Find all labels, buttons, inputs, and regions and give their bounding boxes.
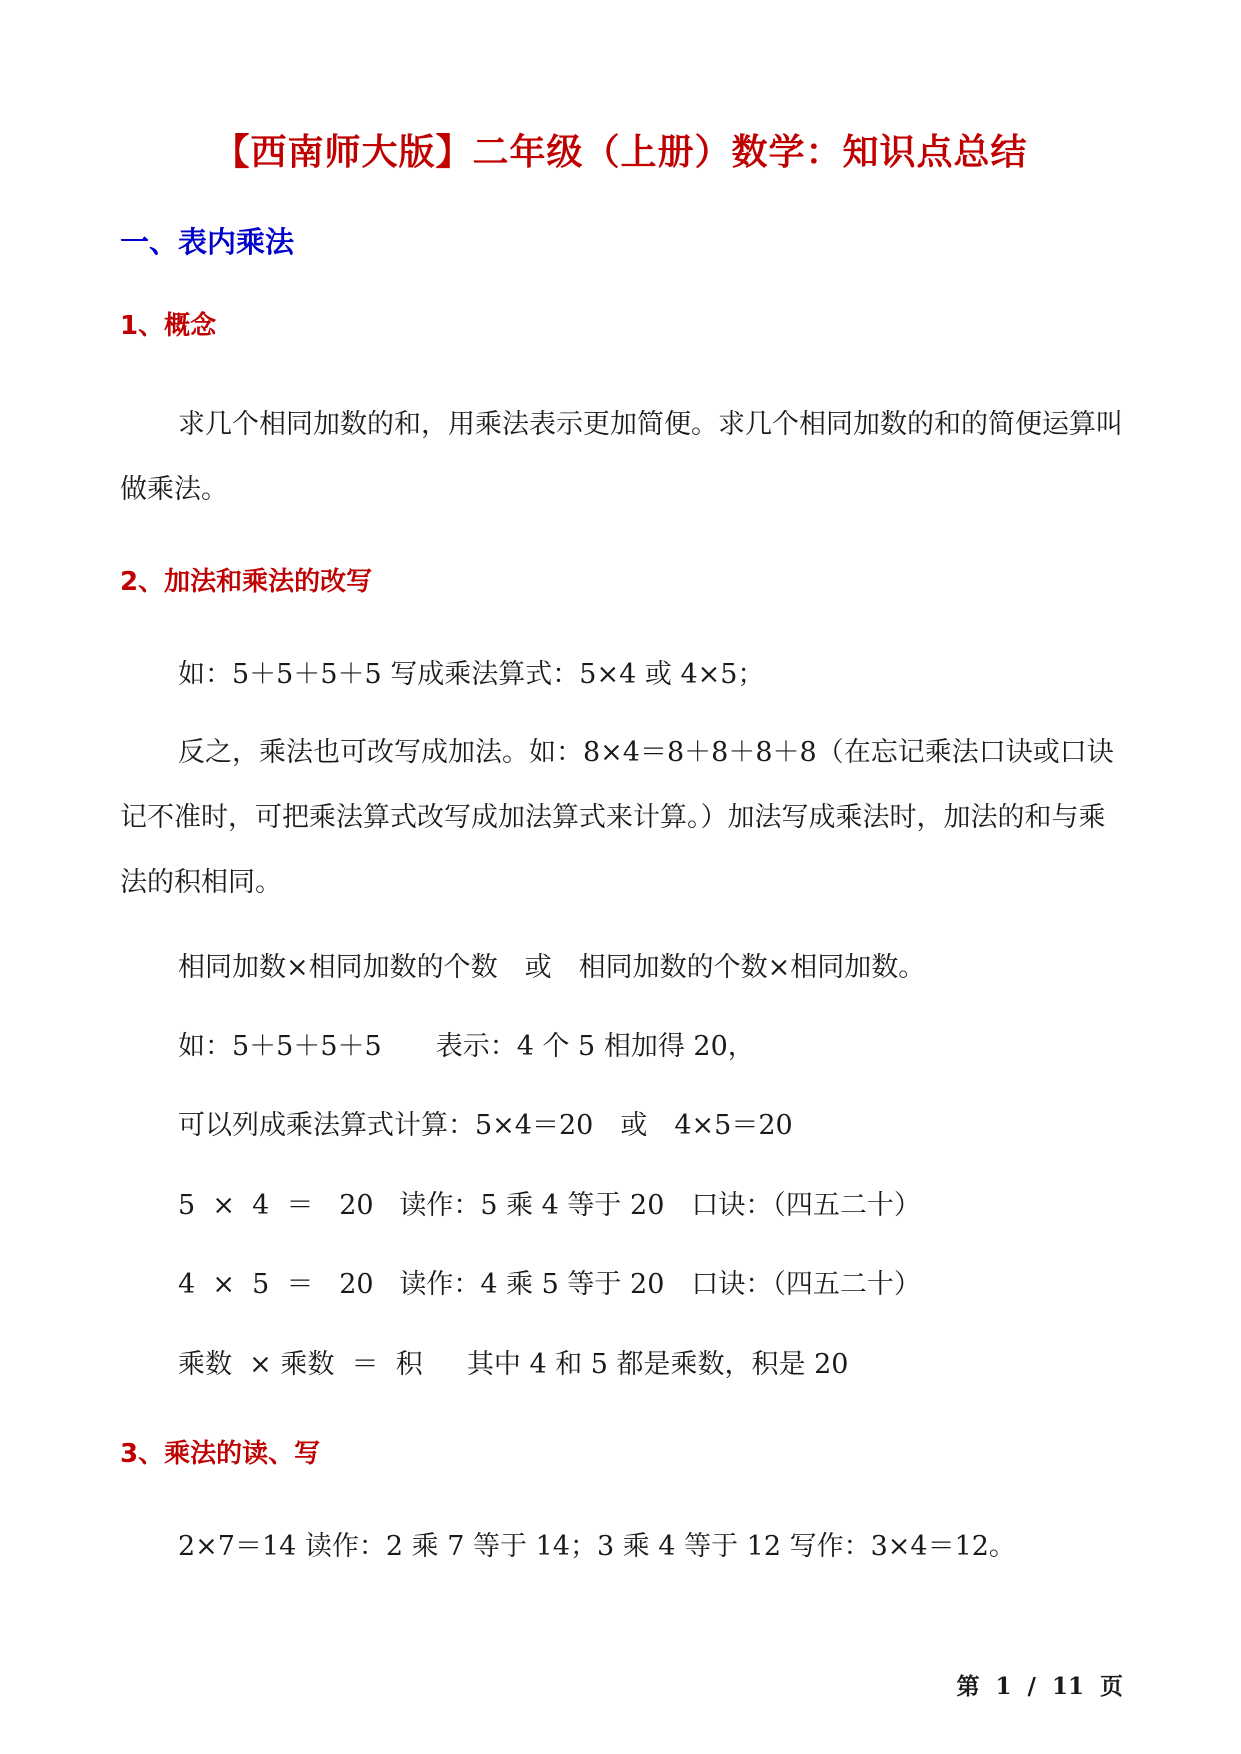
subheading-read-write: 3、乘法的读、写 [120, 1439, 321, 1469]
section-heading-multiplication: 一、表内乘法 [120, 225, 295, 259]
paragraph-concept: 求几个相同加数的和，用乘法表示更加简便。求几个相同加数的和的简便运算叫做乘法。 [120, 409, 1123, 505]
text-line-example-sum: 如：5＋5＋5＋5 表示：4 个 5 相加得 20， [178, 1031, 755, 1062]
document-title: 【西南师大版】二年级（上册）数学：知识点总结 [213, 132, 1028, 173]
text-line-terms: 乘数 × 乘数 ＝ 积 其中 4 和 5 都是乘数，积是 20 [178, 1349, 849, 1380]
paragraph-conversely: 反之，乘法也可改写成加法。如：8×4＝8＋8＋8＋8（在忘记乘法口诀或口诀记不准时，可把乘法算式改写成加法算式来计算。）加法写成乘法时，加法的和与乘法的积相同。 [120, 737, 1114, 898]
text-line-read-write-example: 2×7＝14 读作：2 乘 7 等于 14；3 乘 4 等于 12 写作：3×4＝12。 [178, 1531, 1016, 1562]
page-number: 第 1 / 11 页 [956, 1673, 1123, 1700]
subheading-rewrite: 2、加法和乘法的改写 [120, 567, 373, 597]
text-line-read-4x5: 4 × 5 ＝ 20 读作：4 乘 5 等于 20 口诀：（四五二十） [178, 1269, 921, 1300]
subheading-concept: 1、概念 [120, 311, 217, 341]
text-line-example: 如：5＋5＋5＋5 写成乘法算式：5×4 或 4×5； [178, 659, 765, 690]
text-line-multiplication-equations: 可以列成乘法算式计算：5×4＝20 或 4×5＝20 [178, 1110, 793, 1141]
text-line-formula: 相同加数×相同加数的个数 或 相同加数的个数×相同加数。 [178, 952, 926, 983]
text-line-read-5x4: 5 × 4 ＝ 20 读作：5 乘 4 等于 20 口诀：（四五二十） [178, 1190, 921, 1221]
